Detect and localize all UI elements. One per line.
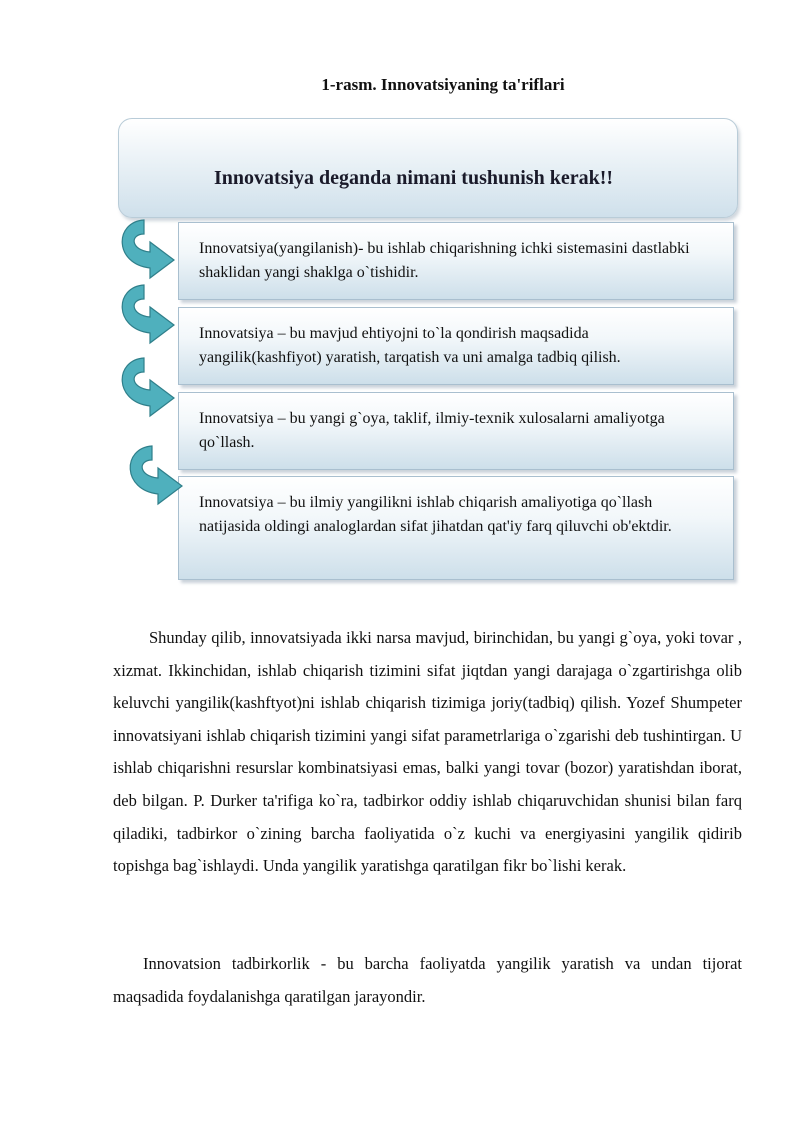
figure-header-title: Innovatsiya deganda nimani tushunish kerak!! (214, 167, 614, 189)
definition-text-1: Innovatsiya(yangilanish)- bu ishlab chiqarishning ichki sistemasini dastlabki shaklidan yangi shaklga o`tishidir. (199, 240, 690, 281)
figure-header-box (118, 118, 738, 218)
definition-text-2: Innovatsiya – bu mavjud ehtiyojni to`la qondirish maqsadida yangilik(kashfiyot) yaratish, tarqatish va uni amalga tadbiq qilish. (199, 325, 621, 366)
definition-box-1 (178, 222, 734, 300)
figure-caption: 1-rasm. Innovatsiyaning ta'riflari (321, 75, 565, 94)
definition-text-4: Innovatsiya – bu ilmiy yangilikni ishlab chiqarish amaliyotiga qo`llash natijasida oldingi analoglardan sifat jihatdan qat'iy farq qiluvchi ob'ektdir. (199, 494, 672, 535)
body-paragraph-1: Shunday qilib, innovatsiyada ikki narsa mavjud, birinchidan, bu yangi g`oya, yoki tovar , xizmat. Ikkinchidan, ishlab chiqarish tizimini sifat jiqtdan yangi darajaga o`zgartirishga olib keluvchi yangilik(kashftyot)ni ishlab chiqarish tizimiga joriy(tadbiq) qilish. Yozef Shumpeter innovatsiyani ishlab chiqarish tizimini yangi sifat parametrlariga o`zgarishi deb tushintirgan. U ishlab chiqarishni resurslar kombinatsiyasi emas, balki yangi tovar (bozor) yaratishdan iborat, deb bilgan. P. Durker ta'rifiga ko`ra, tadbirkor oddiy ishlab chiqaruvchidan shunisi bilan farq qiladiki, tadbirkor o`zining barcha faoliyatida o`z kuchi va energiyasini yangilik qidirib topishga bag`ishlaydi. Unda yangilik yaratishga qaratilgan fikr bo`lishi kerak. (113, 628, 742, 876)
curved-arrow-icon (112, 277, 182, 357)
body-paragraph-2: Innovatsion tadbirkorlik - bu barcha faoliyatda yangilik yaratish va undan tijorat maqsadida foydalanishga qaratilgan jarayondir. (113, 954, 742, 1006)
curved-arrow-icon (112, 350, 182, 430)
definition-box-2 (178, 307, 734, 385)
definition-box-4 (178, 476, 734, 580)
definition-text-3: Innovatsiya – bu yangi g`oya, taklif, ilmiy-texnik xulosalarni amaliyotga qo`llash. (199, 410, 665, 451)
definition-box-3 (178, 392, 734, 470)
curved-arrow-icon (120, 438, 190, 518)
